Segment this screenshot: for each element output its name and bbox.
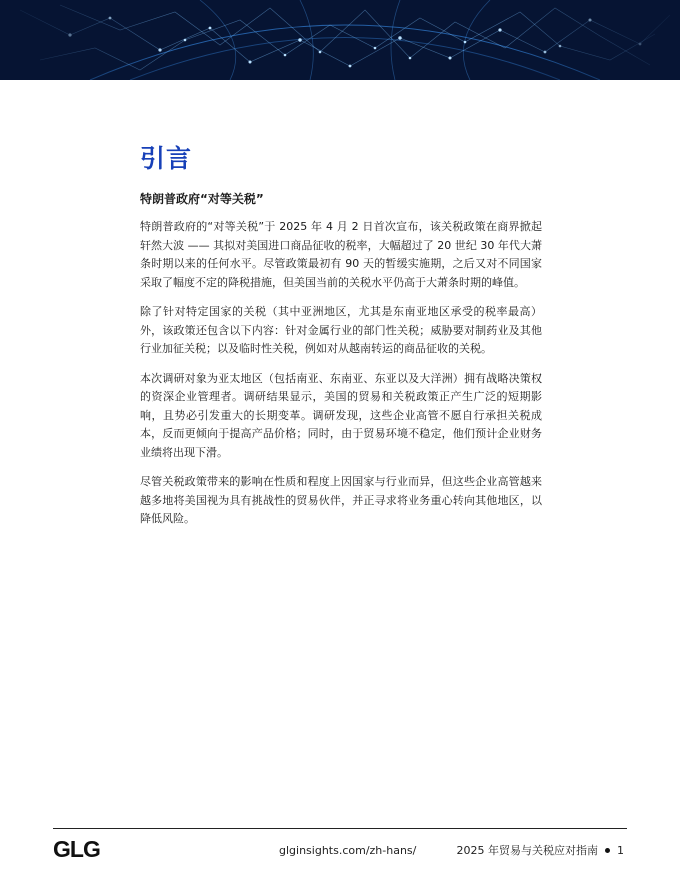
section-subtitle: 特朗普政府“对等关税” (140, 192, 264, 206)
footer-guide-title: 2025 年贸易与关税应对指南 (456, 844, 598, 857)
footer-url-link[interactable]: glginsights.com/zh-hans/ (279, 844, 417, 857)
paragraph-1: 特朗普政府的“对等关税”于 2025 年 4 月 2 日首次宣布，该关税政策在商界掀起轩然大波 —— 其拟对美国进口商品征收的税率，大幅超过了 20 世纪 30 年代大萧条时期以来的任何水平。尽管政策最初有 90 天的暂缓实施期，之后又对不同国家采取了幅度不定的降税措施，但美国当前的关税水平仍高于大萧条时期的峰值。 (140, 220, 542, 289)
footer-divider (53, 828, 627, 829)
footer-page-info (457, 843, 625, 859)
page-number: 1 (617, 844, 624, 857)
paragraph-3: 本次调研对象为亚太地区（包括南亚、东南亚、东亚以及大洋洲）拥有战略决策权的资深企业管理者。调研结果显示，美国的贸易和关税政策正产生广泛的短期影响，且势必引发重大的长期变革。调研发现，这些企业高管不愿自行承担关税成本，反而更倾向于提高产品价格；同时，由于贸易环境不稳定，他们预计企业财务业绩将出现下滑。 (140, 371, 542, 459)
header-globe-banner (0, 0, 680, 80)
paragraph-4: 尽管关税政策带来的影响在性质和程度上因国家与行业而异，但这些企业高管越来越多地将美国视为具有挑战性的贸易伙伴，并正寻求将业务重心转向其他地区，以降低风险。 (140, 475, 542, 525)
page-title: 引言 (140, 144, 193, 173)
article (140, 142, 542, 540)
bullet-icon (605, 848, 610, 853)
glg-logo: GLG (53, 836, 100, 862)
globe-network-image (0, 0, 680, 80)
paragraph-2: 除了针对特定国家的关税（其中亚洲地区，尤其是东南亚地区承受的税率最高）外，该政策还包含以下内容：针对金属行业的部门性关税；威胁要对制药业及其他行业加征关税；以及临时性关税，例如对从越南转运的商品征收的关税。 (140, 305, 542, 355)
